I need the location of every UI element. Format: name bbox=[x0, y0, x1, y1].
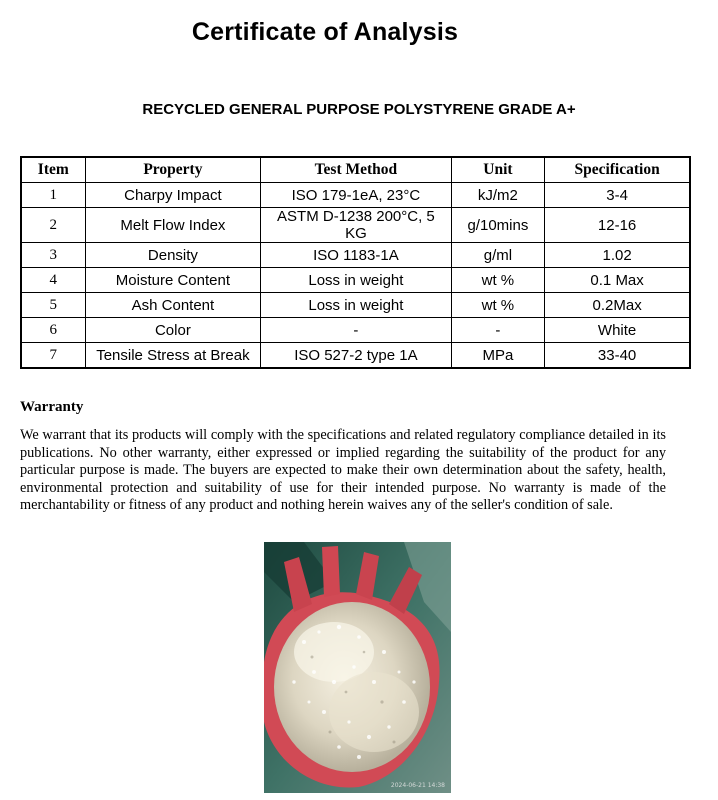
cell-property: Color bbox=[85, 318, 261, 343]
cell-item: 1 bbox=[21, 183, 85, 208]
header-specification: Specification bbox=[545, 157, 690, 183]
warranty-paragraph: We warrant that its products will comply with the specifications and related regulatory compliance detailed in its publications. No other warranty, either expressed or implied regarding the suitability of the product for any particular purpose is made. The buyers are expected to make their own determination about the safety, health, environmental protection and suitability of use for their intended purpose. No warranty is made of the merchantability or fitness of any product and nothing herein waives any of the seller's condition of sale. bbox=[20, 427, 666, 514]
cell-test-method: ASTM D-1238 200°C, 5 KG bbox=[261, 208, 451, 243]
cell-item: 5 bbox=[21, 293, 85, 318]
cell-unit: wt % bbox=[451, 268, 545, 293]
cell-property: Density bbox=[85, 243, 261, 268]
cell-specification: 1.02 bbox=[545, 243, 690, 268]
header-unit: Unit bbox=[451, 157, 545, 183]
cell-test-method: - bbox=[261, 318, 451, 343]
cell-property: Charpy Impact bbox=[85, 183, 261, 208]
header-item: Item bbox=[21, 157, 85, 183]
product-subtitle: RECYCLED GENERAL PURPOSE POLYSTYRENE GRADE A+ bbox=[142, 101, 576, 118]
cell-item: 4 bbox=[21, 268, 85, 293]
product-photo bbox=[264, 542, 451, 793]
pellets-in-hand-image bbox=[264, 542, 451, 793]
cell-specification: White bbox=[545, 318, 690, 343]
cell-property: Ash Content bbox=[85, 293, 261, 318]
table-row bbox=[21, 243, 690, 268]
warranty-heading: Warranty bbox=[20, 399, 84, 415]
cell-test-method: ISO 179-1eA, 23°C bbox=[261, 183, 451, 208]
cell-item: 2 bbox=[21, 208, 85, 243]
cell-specification: 33-40 bbox=[545, 343, 690, 369]
table-row bbox=[21, 183, 690, 208]
table-row bbox=[21, 208, 690, 243]
cell-unit: wt % bbox=[451, 293, 545, 318]
cell-specification: 12-16 bbox=[545, 208, 690, 243]
cell-test-method: ISO 1183-1A bbox=[261, 243, 451, 268]
cell-specification: 0.1 Max bbox=[545, 268, 690, 293]
cell-unit: - bbox=[451, 318, 545, 343]
document-title: Certificate of Analysis bbox=[191, 18, 459, 46]
specification-table bbox=[20, 156, 691, 369]
cell-item: 7 bbox=[21, 343, 85, 369]
cell-unit: g/ml bbox=[451, 243, 545, 268]
cell-test-method: Loss in weight bbox=[261, 293, 451, 318]
cell-item: 6 bbox=[21, 318, 85, 343]
cell-test-method: ISO 527-2 type 1A bbox=[261, 343, 451, 369]
cell-specification: 0.2Max bbox=[545, 293, 690, 318]
table-row bbox=[21, 318, 690, 343]
cell-property: Melt Flow Index bbox=[85, 208, 261, 243]
table-row bbox=[21, 343, 690, 369]
header-property: Property bbox=[85, 157, 261, 183]
header-test-method: Test Method bbox=[261, 157, 451, 183]
cell-unit: g/10mins bbox=[451, 208, 545, 243]
table-row bbox=[21, 268, 690, 293]
cell-item: 3 bbox=[21, 243, 85, 268]
table-row bbox=[21, 293, 690, 318]
cell-specification: 3-4 bbox=[545, 183, 690, 208]
cell-property: Tensile Stress at Break bbox=[85, 343, 261, 369]
photo-timestamp: 2024-06-21 14:38 bbox=[390, 782, 445, 789]
cell-test-method: Loss in weight bbox=[261, 268, 451, 293]
cell-unit: kJ/m2 bbox=[451, 183, 545, 208]
cell-property: Moisture Content bbox=[85, 268, 261, 293]
cell-unit: MPa bbox=[451, 343, 545, 369]
table-header-row bbox=[21, 157, 690, 183]
